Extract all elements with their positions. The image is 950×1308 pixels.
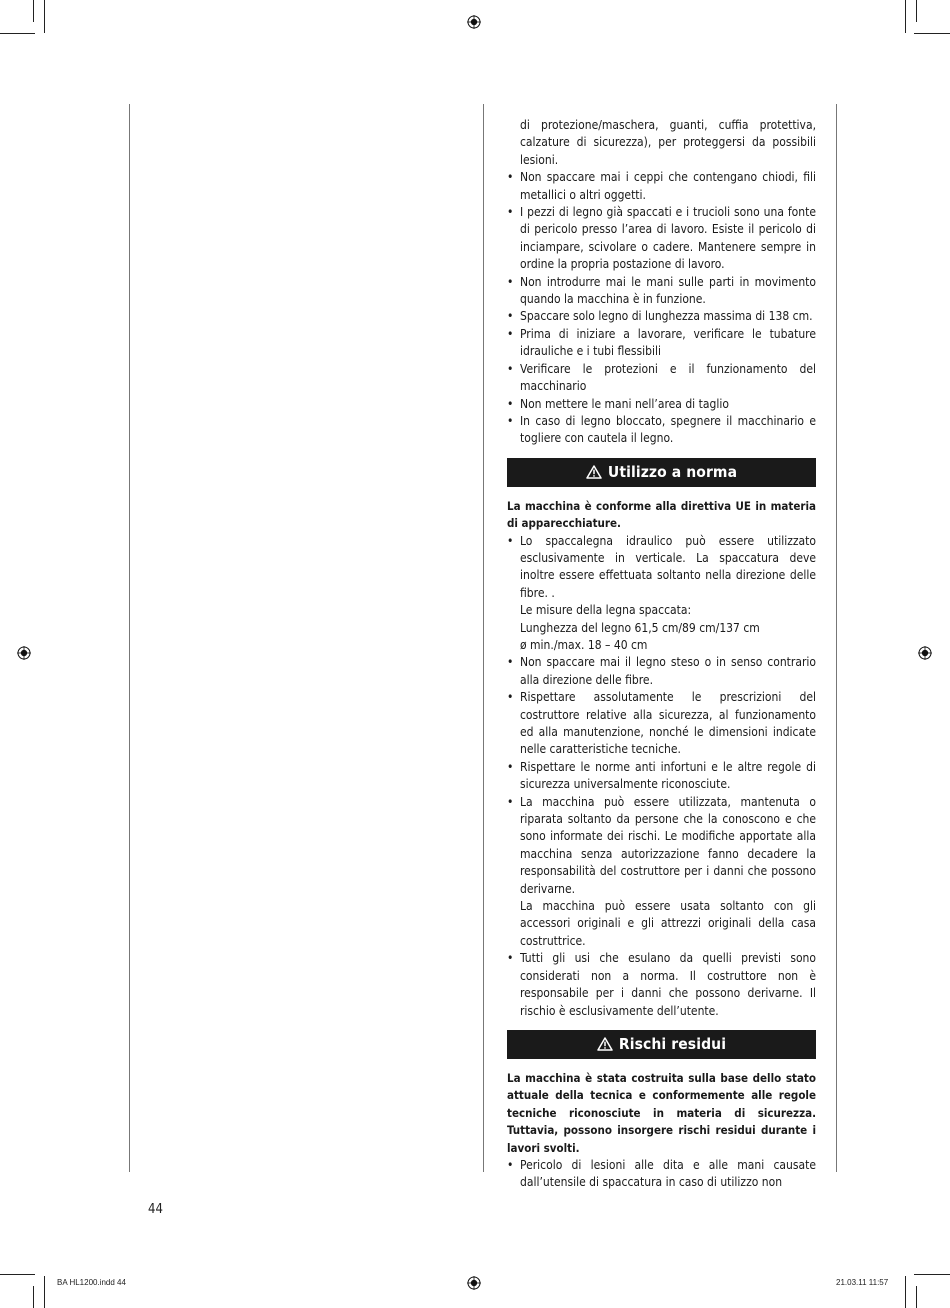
section-title: Rischi residui bbox=[618, 1034, 727, 1053]
crop-mark bbox=[905, 1276, 906, 1308]
list-item: • Pericolo di lesioni alle dita e alle mani causate dall’utensile di spaccatura in caso di utilizzo non bbox=[507, 1157, 816, 1192]
text-column bbox=[507, 117, 816, 1192]
crop-mark bbox=[33, 0, 34, 22]
crop-mark bbox=[0, 33, 35, 34]
list-item-paragraph: La macchina può essere usata soltanto con gli accessori originali e gli attrezzi originali della casa costruttrice. bbox=[520, 899, 816, 948]
column-rule-left bbox=[129, 104, 130, 1172]
column-rule-right bbox=[836, 104, 837, 1172]
section-heading-utilizzo bbox=[507, 458, 816, 487]
list-item: • I pezzi di legno già spaccati e i trucioli sono una fonte di pericolo presso l’area di lavoro. Esiste il pericolo di inciampare, scivolare o cadere. Mantenere sempre in ordine la propria postazione di lavoro. bbox=[507, 204, 816, 274]
list-item: • Rispettare assolutamente le prescrizioni del costruttore relative alla sicurezza, al funzionamento ed alla manutenzione, nonché le dimensioni indicate nelle caratteristiche tecniche. bbox=[507, 689, 816, 759]
list-item: • In caso di legno bloccato, spegnere il macchinario e togliere con cautela il legno. bbox=[507, 413, 816, 448]
registration-mark-icon bbox=[918, 646, 932, 660]
crop-mark bbox=[905, 0, 906, 33]
crop-mark bbox=[916, 0, 917, 22]
list-item: • Non introdurre mai le mani sulle parti in movimento quando la macchina è in funzione. bbox=[507, 274, 816, 309]
warning-triangle-icon bbox=[586, 465, 602, 479]
crop-mark bbox=[33, 1286, 34, 1308]
list-item: • La macchina può essere utilizzata, mantenuta o riparata soltanto da persone che la conoscono e che sono informate dei rischi. Le modifiche apportate alla macchina senza autorizzazione fanno decadere la responsabilità del costruttore per i danni che possono derivarne. bbox=[507, 794, 816, 898]
registration-mark-icon bbox=[467, 15, 481, 29]
list-item-text: Lunghezza del legno 61,5 cm/89 cm/137 cm bbox=[520, 620, 760, 635]
list-item-text: Le misure della legna spaccata: bbox=[520, 603, 692, 618]
registration-mark-icon bbox=[17, 646, 31, 660]
section-heading-rischi bbox=[507, 1030, 816, 1059]
list-item-text: • Lo spaccalegna idraulico può essere utilizzato esclusivamente in verticale. La spaccatura deve inoltre essere effettuata soltanto nella direzione delle fibre. . bbox=[520, 533, 816, 600]
list-item: • Tutti gli usi che esulano da quelli previsti sono considerati non a norma. Il costruttore non è responsabile per i danni che possono derivarne. Il rischio è esclusivamente dell’utente. bbox=[507, 950, 816, 1020]
crop-mark bbox=[916, 1286, 917, 1308]
crop-mark bbox=[914, 1274, 950, 1275]
registration-mark-icon bbox=[467, 1276, 481, 1290]
list-item: • Verificare le protezioni e il funzionamento del macchinario bbox=[507, 361, 816, 396]
crop-mark bbox=[0, 1274, 35, 1275]
list-item: • Non mettere le mani nell’area di taglio bbox=[507, 396, 816, 413]
slug-date-time: 21.03.11 11:57 bbox=[836, 1278, 889, 1287]
crop-mark bbox=[914, 33, 950, 34]
list-item: • Prima di iniziare a lavorare, verificare le tubature idrauliche e i tubi flessibili bbox=[507, 326, 816, 361]
list-item: • Non spaccare mai i ceppi che contengano chiodi, fili metallici o altri oggetti. bbox=[507, 169, 816, 204]
list-item: • Rispettare le norme anti infortuni e le altre regole di sicurezza universalmente riconosciute. bbox=[507, 759, 816, 794]
section-lead: La macchina è stata costruita sulla base dello stato attuale della tecnica e conformemente alle regole tecniche riconosciute in materia di sicurezza. Tuttavia, possono insorgere rischi residui durante i lavori svolti. bbox=[507, 1070, 816, 1155]
section-lead: La macchina è conforme alla direttiva UE in materia di apparecchiature. bbox=[507, 498, 816, 531]
page-number: 44 bbox=[148, 1202, 163, 1217]
list-item-text: ø min./max. 18 – 40 cm bbox=[520, 637, 648, 652]
section-title: Utilizzo a norma bbox=[607, 462, 738, 481]
slug-file-info: BA HL1200.indd 44 bbox=[57, 1278, 126, 1287]
list-item bbox=[507, 533, 816, 655]
list-item: • Spaccare solo legno di lunghezza massima di 138 cm. bbox=[507, 308, 816, 325]
crop-mark bbox=[44, 0, 45, 33]
warning-triangle-icon bbox=[597, 1037, 613, 1051]
column-rule-middle bbox=[483, 104, 484, 1172]
list-item: • Non spaccare mai il legno steso o in senso contrario alla direzione delle fibre. bbox=[507, 654, 816, 689]
crop-mark bbox=[44, 1276, 45, 1308]
intro-continuation: di protezione/maschera, guanti, cuffia protettiva, calzature di sicurezza), per proteggersi da possibili lesioni. bbox=[520, 118, 816, 167]
